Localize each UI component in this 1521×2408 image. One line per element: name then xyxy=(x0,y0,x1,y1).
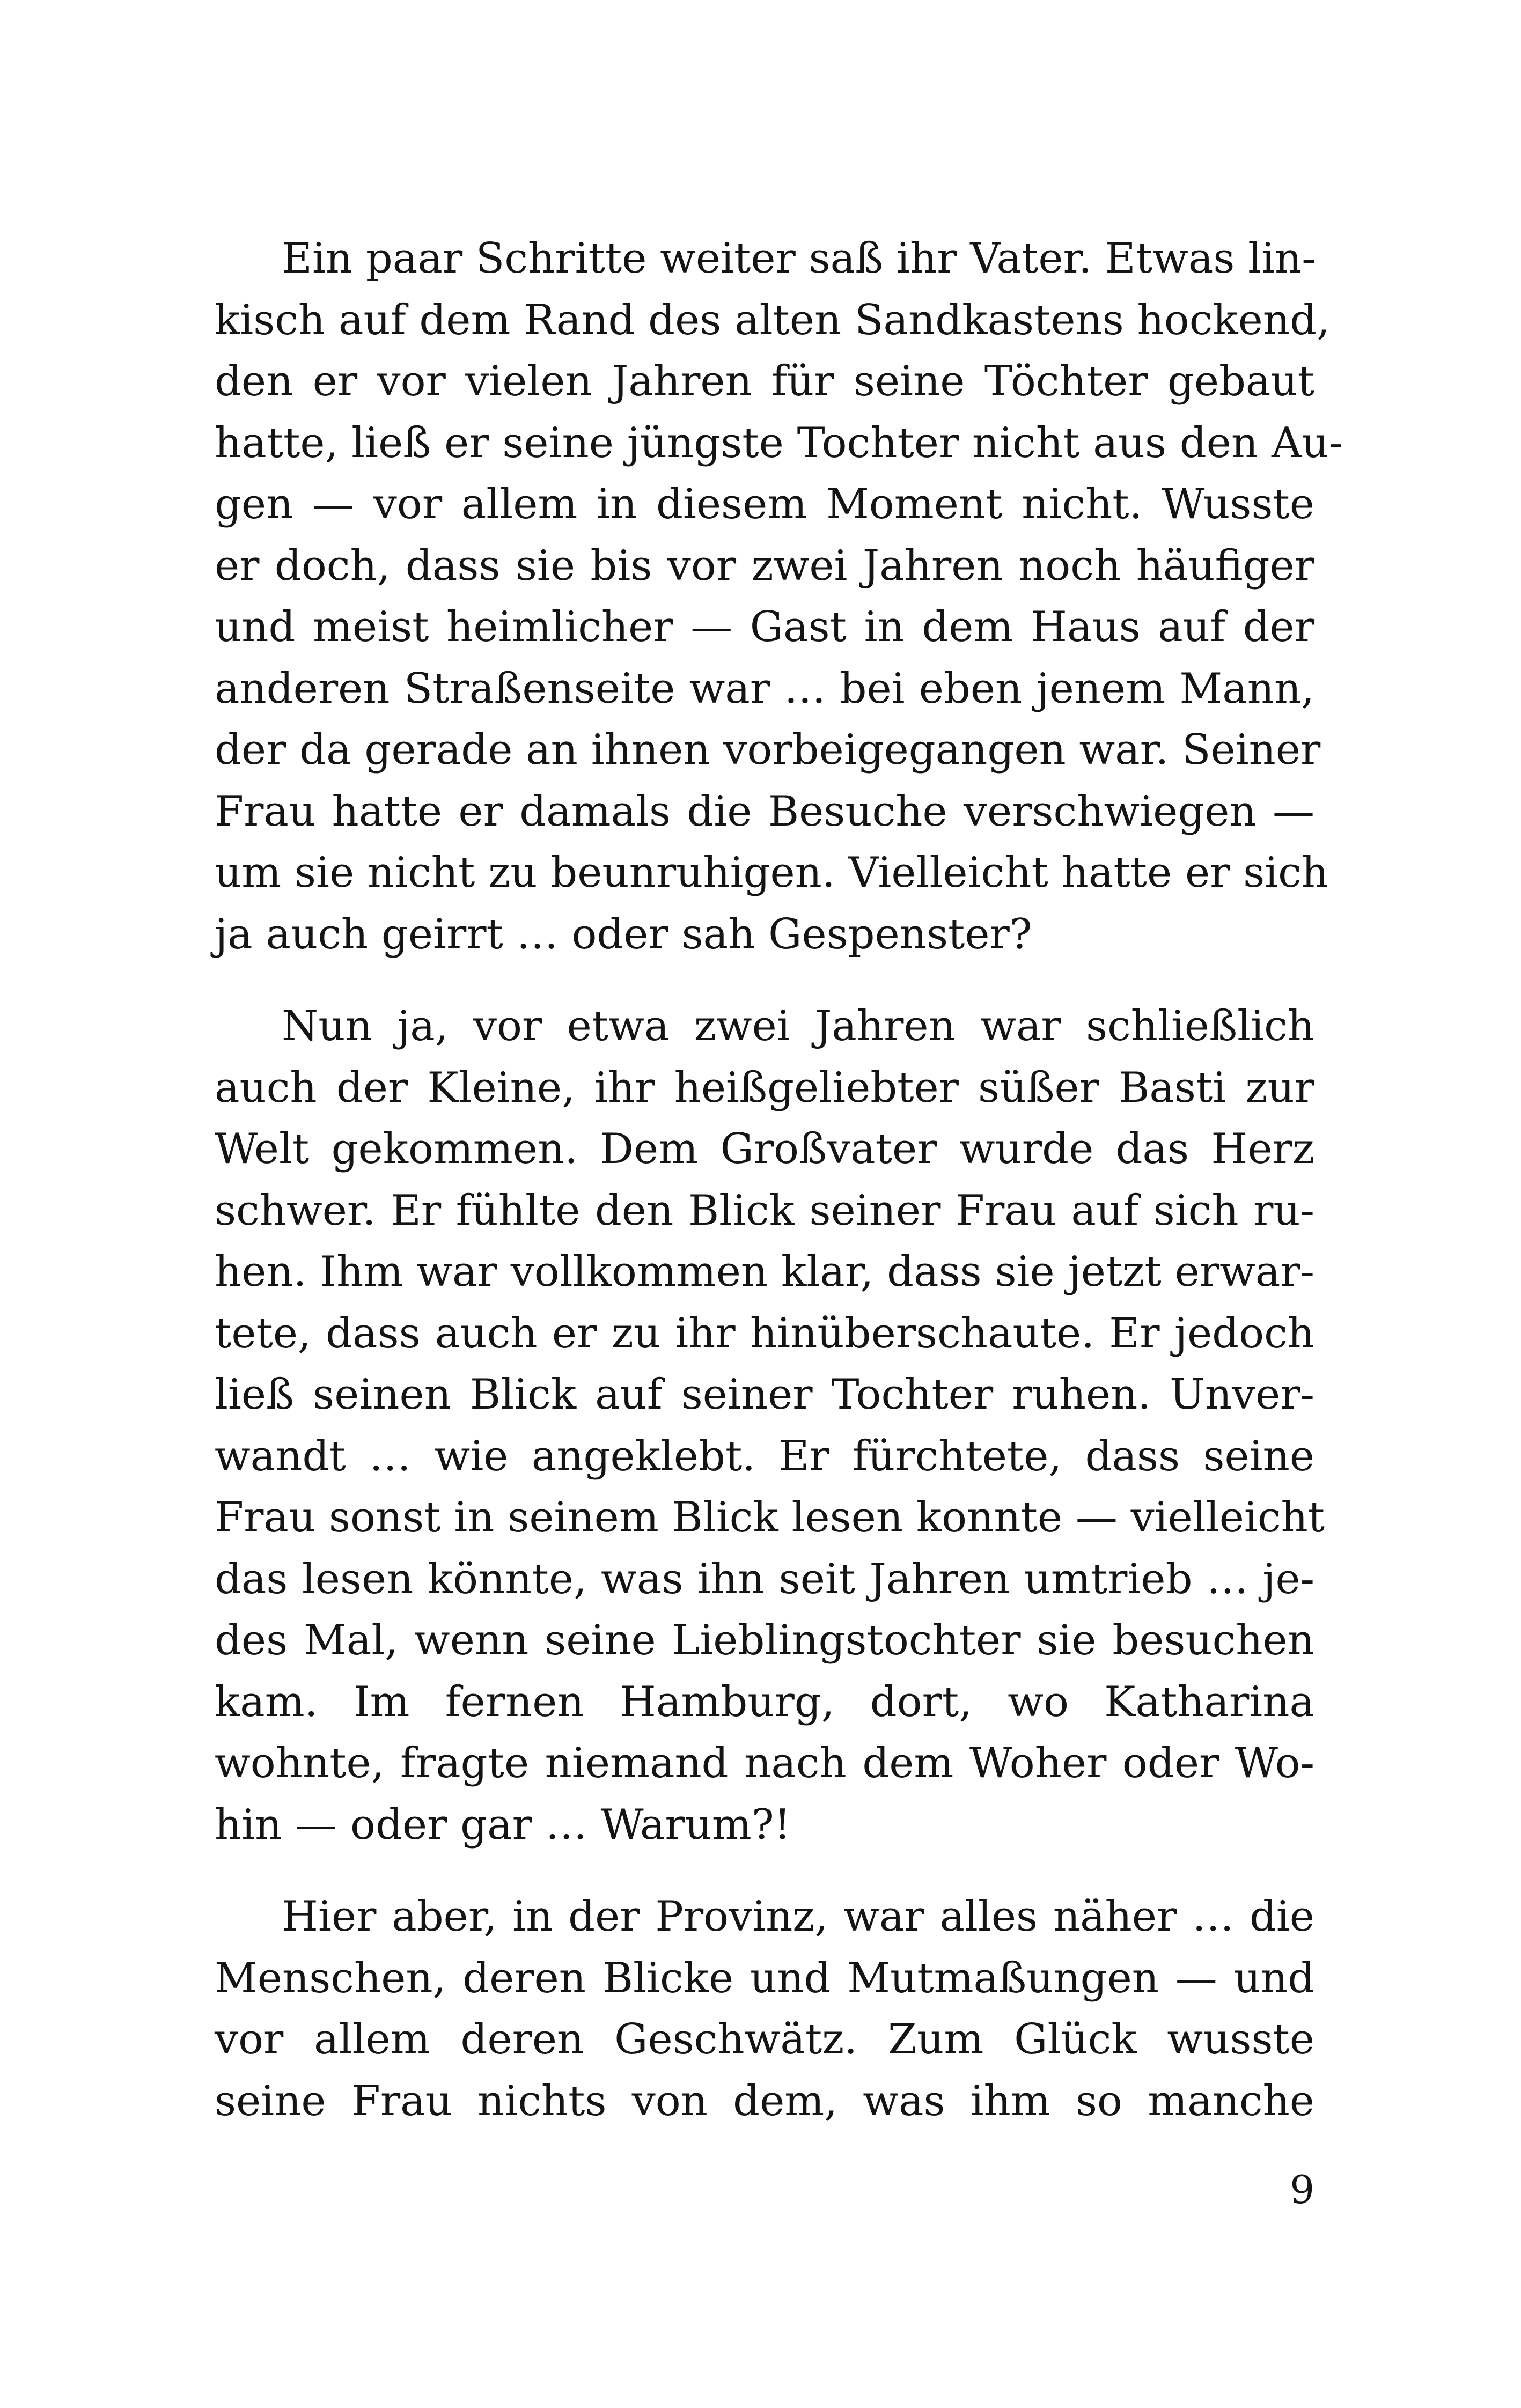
paragraph-2-line-13: wohnte, fragte niemand nach dem Woher oder Wo- xyxy=(215,1739,1314,1787)
paragraph-3-line-3: vor allem deren Geschwätz. Zum Glück wusste xyxy=(215,2015,1314,2064)
paragraph-gap xyxy=(215,965,1314,996)
paragraph-1-line-11: um sie nicht zu beunruhigen. Vielleicht hatte er sich xyxy=(215,849,1329,897)
paragraph-3-line-1: Hier aber, in der Provinz, war alles näher … die xyxy=(282,1892,1314,1941)
paragraph-2-line-5: hen. Ihm war vollkommen klar, dass sie jetzt erwar- xyxy=(215,1248,1314,1296)
paragraph-3-line-4: seine Frau nichts von dem, was ihm so manche xyxy=(215,2076,1314,2125)
paragraph-2-line-9: Frau sonst in seinem Blick lesen konnte — vielleicht xyxy=(215,1493,1325,1542)
paragraph-2-line-14: hin — oder gar … Warum?! xyxy=(215,1800,791,1849)
page-number: 9 xyxy=(1290,2167,1314,2212)
paragraph-1-line-10: Frau hatte er damals die Besuche verschwiegen — xyxy=(215,787,1314,836)
paragraph-1-line-7: und meist heimlicher — Gast in dem Haus auf der xyxy=(215,603,1314,651)
paragraph-2-line-2: auch der Kleine, ihr heißgeliebter süßer Basti zur xyxy=(215,1063,1314,1112)
paragraph-2-line-8: wandt … wie angeklebt. Er fürchtete, dass seine xyxy=(215,1432,1314,1481)
paragraph-gap xyxy=(215,1855,1314,1886)
paragraph-1-line-2: kisch auf dem Rand des alten Sandkastens hockend, xyxy=(215,296,1330,344)
paragraph-2-line-10: das lesen könnte, was ihn seit Jahren umtrieb … je- xyxy=(215,1555,1314,1603)
paragraph-1-line-4: hatte, ließ er seine jüngste Tochter nicht aus den Au- xyxy=(215,418,1343,467)
paragraph-2-line-6: tete, dass auch er zu ihr hinüberschaute. Er jedoch xyxy=(215,1309,1314,1358)
paragraph-1-line-3: den er vor vielen Jahren für seine Töchter gebaut xyxy=(215,357,1314,406)
body-text xyxy=(215,228,1343,2132)
paragraph-2-line-3: Welt gekommen. Dem Großvater wurde das Herz xyxy=(215,1125,1314,1173)
paragraph-2-line-4: schwer. Er fühlte den Blick seiner Frau auf sich ru- xyxy=(215,1186,1314,1235)
paragraph-2-line-1: Nun ja, vor etwa zwei Jahren war schließlich xyxy=(282,1002,1314,1050)
paragraph-1-line-1: Ein paar Schritte weiter saß ihr Vater. Etwas lin- xyxy=(282,234,1316,283)
paragraph-1-line-8: anderen Straßenseite war … bei eben jenem Mann, xyxy=(215,664,1314,713)
paragraph-2-line-12: kam. Im fernen Hamburg, dort, wo Katharina xyxy=(215,1677,1314,1726)
paragraph-3-line-2: Menschen, deren Blicke und Mutmaßungen — und xyxy=(215,1954,1314,2002)
paragraph-2-line-7: ließ seinen Blick auf seiner Tochter ruhen. Unver- xyxy=(215,1371,1314,1419)
paragraph-1-line-12: ja auch geirrt … oder sah Gespenster? xyxy=(215,910,1032,959)
paragraph-1-line-9: der da gerade an ihnen vorbeigegangen war. Seiner xyxy=(215,726,1321,774)
paragraph-1-line-5: gen — vor allem in diesem Moment nicht. Wusste xyxy=(215,480,1314,528)
paragraph-1-line-6: er doch, dass sie bis vor zwei Jahren noch häufiger xyxy=(215,541,1314,590)
paragraph-2-line-11: des Mal, wenn seine Lieblingstochter sie besuchen xyxy=(215,1616,1314,1665)
